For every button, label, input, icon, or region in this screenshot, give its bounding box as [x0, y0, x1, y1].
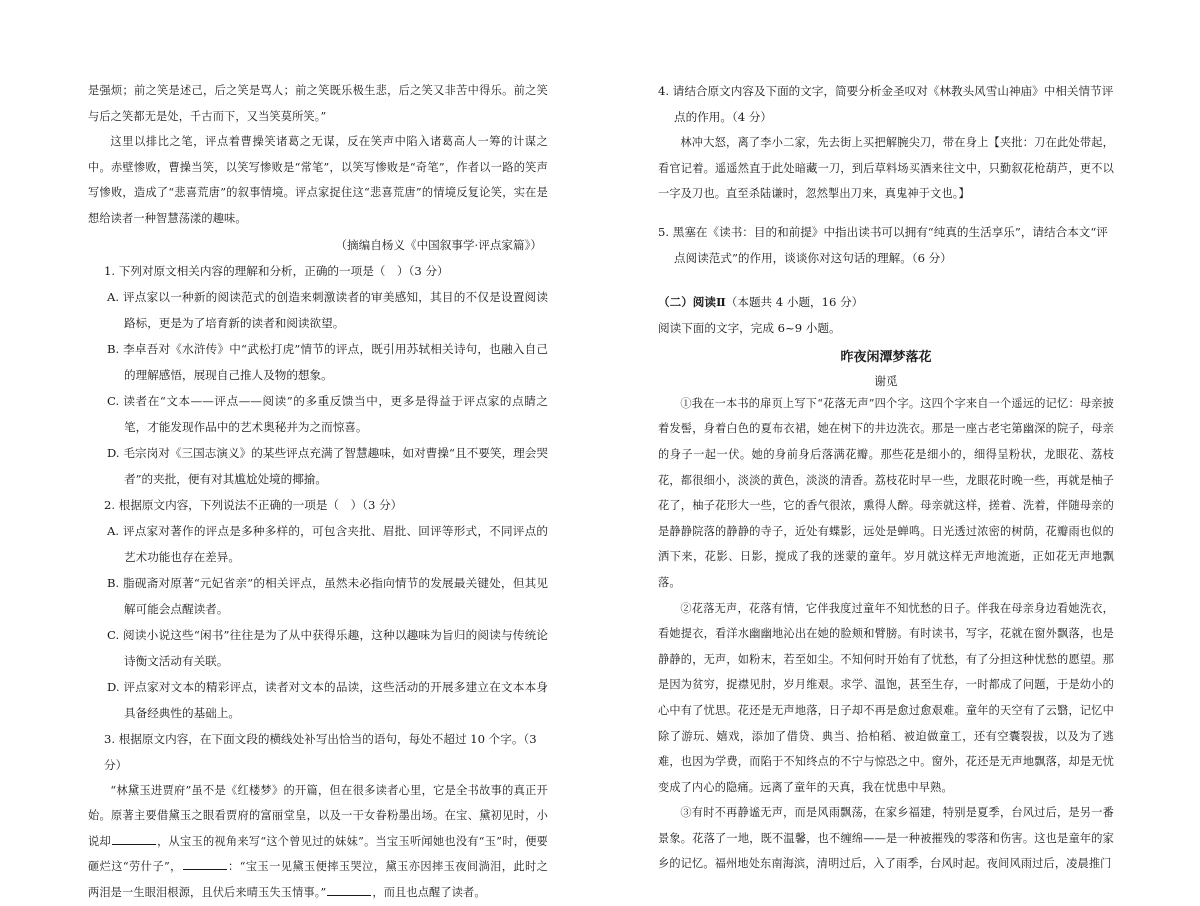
question-1-option-a: A. 评点家以一种新的阅读范式的创造来刺激读者的审美感知，其目的不仅是设置阅读路标，更是为了培育新的读者和阅读欲望。: [107, 289, 548, 330]
question-3-stem: 3. 根据原文内容，在下面文段的横线处补写出恰当的语句，每处不超过 10 个字。（3 分）: [104, 731, 537, 772]
question-1-option-c: C. 读者在“文本——评点——阅读”的多重反馈当中，更多是得益于评点家的点睛之笔，才能发现作品中的艺术奥秘并为之而惊喜。: [107, 393, 548, 434]
spacer: [658, 207, 1114, 219]
question-2-option-d: D. 评点家对文本的精彩评点，读者对文本的品读，这些活动的开展多建立在文本本身具备经典性的基础上。: [107, 679, 548, 720]
left-column: [88, 78, 548, 906]
passage-source: （摘编自杨义《中国叙事学·评点家篇》）: [335, 237, 542, 252]
question-5-stem: 5. 黑塞在《读书：目的和前提》中指出读书可以拥有“纯真的生活享乐”，请结合本文“评点阅读范式”的作用，谈谈你对这句话的理解。（6 分）: [658, 224, 1108, 265]
article-paragraph-2: ②花落无声，花落有情，它伴我度过童年不知忧愁的日子。伴我在母亲身边看她洗衣，看她提衣，看洋水幽幽地沁出在她的脸颊和臂膀。有时读书，写字，花就在窗外飘落，也是静静的，无声，如粉末，若至如尘。不知何时开始有了忧愁，有了分担这种忧愁的愿望。那是因为贫穷，捉襟见肘，岁月维艰。求学、温饱，甚至生存，一时都成了问题，于是幼小的心中有了忧思。花还是无声地落，日子却不再是愈过愈艰难。童年的天空有了云翳，记忆中除了游玩、嬉戏，添加了借贷、典当、拾柏稻、被迫做童工，还有空囊裂拔，以及为了逃难，也因为学费，而陷于不知终点的不宁与惊恐之中。窗外，花还是无声地飘落，却是无忧变成了内心的隐痛。远离了童年的天真，我在忧患中早熟。: [658, 601, 1114, 794]
article-title: 昨夜闲潭梦落花: [840, 349, 932, 365]
answer-blank-2[interactable]: [183, 857, 227, 870]
question-4: [658, 78, 1114, 207]
article-author: 谢觅: [874, 373, 898, 388]
question-2: [88, 492, 548, 726]
question-2-stem: 2. 根据原文内容，下列说法不正确的一项是（ ）（3 分）: [104, 497, 403, 512]
question-2-option-b: B. 脂砚斋对原著“元妃省亲”的相关评点，虽然未必指向情节的发展最关键处，但其见解可能会点醒读者。: [107, 575, 548, 616]
answer-blank-1[interactable]: [112, 832, 156, 845]
spacer: [658, 271, 1114, 289]
question-4-excerpt: 林冲大怒，离了李小二家，先去街上买把解腕尖刀，带在身上【夹批：刀在此处带起，看官记着。遥遥然直于此处暗藏一刀，到后草料场买酒来往文中，只勤叙花枪葫芦，更不以一字及刀也。直至杀陆谦时，忽然掣出刀来，真鬼神于文也。】: [658, 136, 1114, 201]
article-paragraph-1: ①我在一本书的扉页上写下“花落无声”四个字。这四个字来自一个遥远的记忆：母亲披着发髻，身着白色的夏布衣裙，她在树下的井边洗衣。那是一座古老宅第幽深的院子，母亲的身子一起一伏。她的身前身后落满花瓣。那些花是细小的，细得呈粉状，龙眼花、荔枝花，都很细小，淡淡的黄色，淡淡的清香。荔枝花时早一些，龙眼花时晚一些，再就是柚子花了，柚子花形大一些，它的香气很浓，熏得人醉。母亲就这样，搓着、洗着，伴随母亲的是静静院落的静静的寺子，近处有蝶影，远处是蝉鸣。日光透过浓密的树荫，花瓣雨也似的洒下来，花影、日影，搅成了我的迷蒙的童年。岁月就这样无声地流逝，正如花无声地飘落。: [658, 396, 1114, 589]
right-column: [658, 78, 1114, 877]
question-1: [88, 258, 548, 492]
question-1-stem: 1. 下列对原文相关内容的理解和分析，正确的一项是（ ）（3 分）: [104, 263, 449, 278]
question-1-option-b: B. 李卓吾对《水浒传》中“武松打虎”情节的评点，既引用苏轼相关诗句，也融入自己的理解感悟，展现自己推人及物的想象。: [107, 341, 548, 382]
question-1-option-d: D. 毛宗岗对《三国志演义》的某些评点充满了智慧趣味，如对曹操“且不要笑，理会哭者”的夹批，便有对其尴尬处境的揶揄。: [107, 445, 549, 486]
article-paragraph-3: ③有时不再静谧无声，而是风雨飘荡，在家乡福建，特别是夏季，台风过后，是另一番景象。花落了一地，既不温馨，也不缠绵——是一种被摧残的零落和伤害。这也是童年的家乡的记忆。福州地处东南海滨，清明过后，入了雨季，台风时起。夜间风雨过后，凌晨推门: [658, 806, 1114, 871]
question-3: [88, 726, 548, 906]
question-2-option-c: C. 阅读小说这些“闲书”往往是为了从中获得乐趣，这种以趣味为旨归的阅读与传统论诗衡文活动有关联。: [107, 627, 548, 668]
question-5: [658, 219, 1114, 271]
question-2-option-a: A. 评点家对著作的评点是多种多样的，可包含夹批、眉批、回评等形式，不同评点的艺术功能也存在差异。: [107, 523, 548, 564]
question-3-text: “林黛玉进贾府”虽不是《红楼梦》的开篇，但在很多读者心里，它是全书故事的真正开始。原著主要借黛玉之眼看贾府的富丽堂皇，以及一干女眷粉墨出场。在宝、黛初见时，小说却 ，从宝玉的视角来写“这个曾见过的妹妹”。当宝玉听闻她也没有“玉”时，便要砸烂这“劳什子”， ：“宝玉一见黛玉便摔玉哭泣，黛玉亦因摔玉夜间淌泪，此时之两泪是一生眼泪根源，且伏后来晴玉失玉情事。” ，而且也点醒了读者。: [88, 783, 549, 899]
answer-blank-3[interactable]: [327, 883, 371, 896]
section-instruction: 阅读下面的文字，完成 6~9 小题。: [658, 320, 841, 335]
passage-paragraph-2: 这里以排比之笔，评点着曹操笑诸葛之无谋，反在笑声中陷入诸葛高人一筹的计谋之中。赤壁惨败，曹操当笑，以笑写惨败是“常笔”，以笑写惨败是“奇笔”，作者以一路的笑声写惨败，造成了“悲喜荒唐”的叙事情境。评点家捉住这“悲喜荒唐”的情境反复论笑，实在是想给读者一种智慧荡漾的趣味。: [88, 135, 548, 225]
passage-paragraph-1: 是强烦；前之笑是述己，后之笑是骂人；前之笑既乐极生悲，后之笑又非苦中得乐。前之笑与后之笑都无是处，千古而下，又当笑莫所笑。”: [88, 84, 548, 123]
question-4-stem: 4. 请结合原文内容及下面的文字，简要分析金圣叹对《林教头风雪山神庙》中相关情节评点的作用。（4 分）: [658, 84, 1114, 124]
section-heading: （二）阅读Ⅱ（本题共 4 小题，16 分）: [658, 294, 864, 309]
